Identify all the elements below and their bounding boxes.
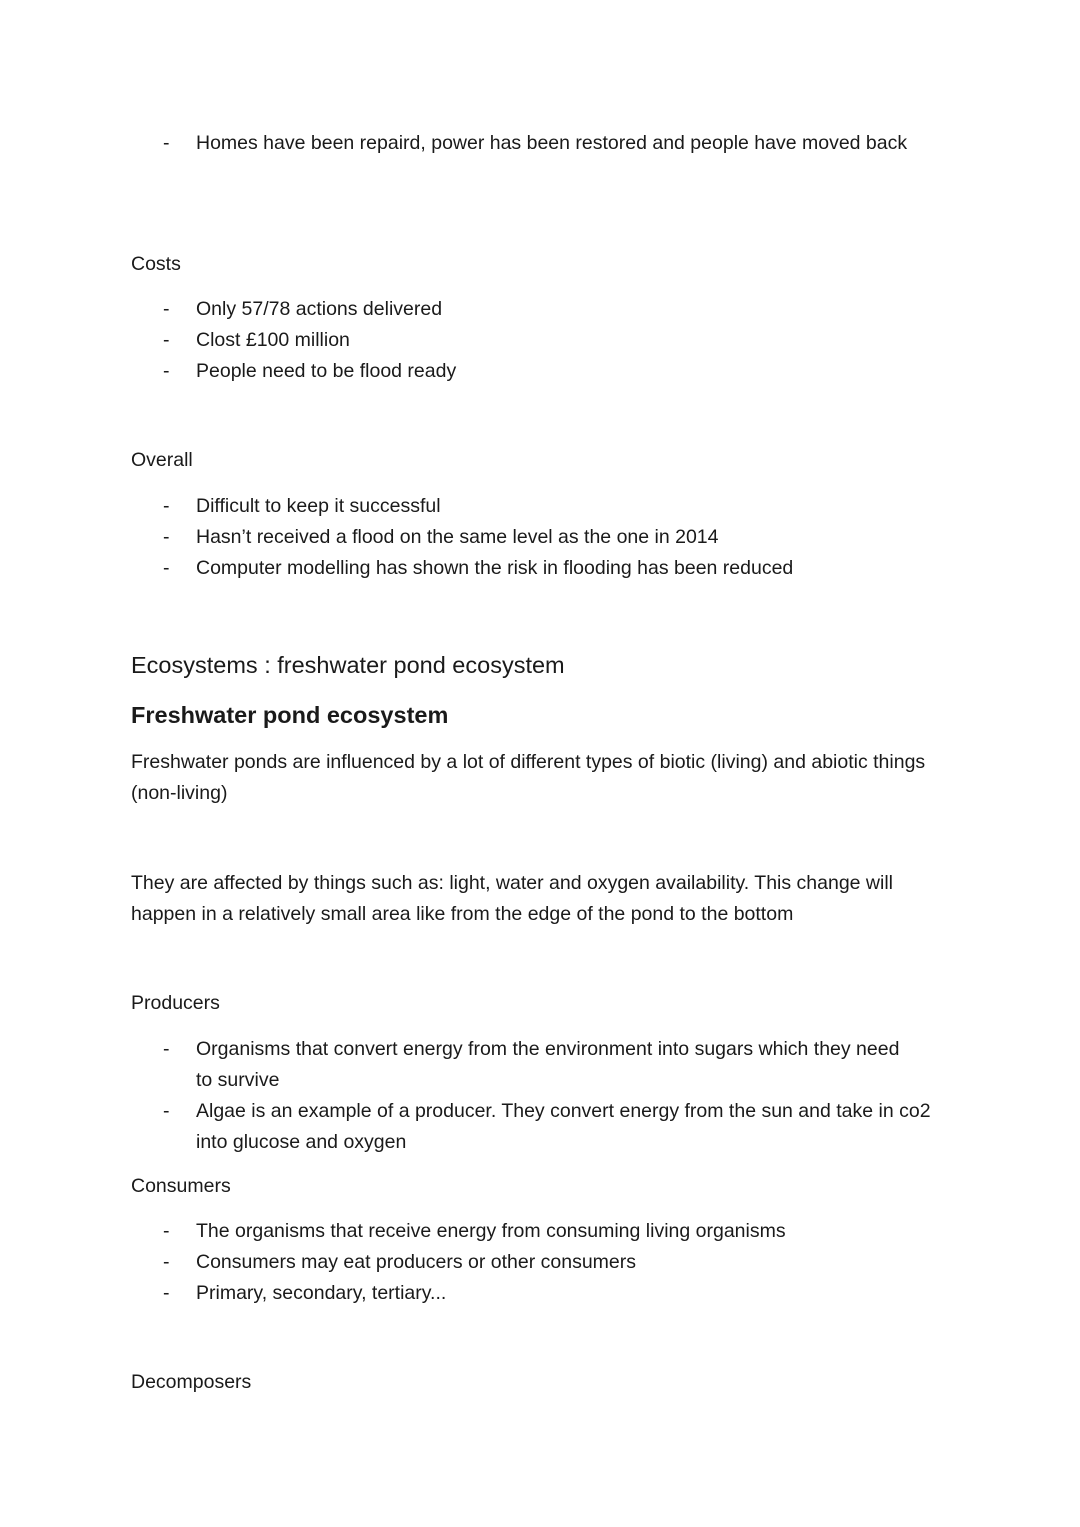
bullet-dash: - [163, 360, 170, 382]
list-item-text: Consumers may eat producers or other consumers [196, 1251, 637, 1273]
bullet-dash: - [163, 1038, 170, 1060]
list-item-text: Homes have been repaird, power has been restored and people have moved back [196, 132, 908, 154]
list-item [131, 553, 951, 584]
list-item [131, 325, 951, 356]
list-item [131, 294, 951, 325]
bullet-dash: - [163, 1282, 170, 1304]
bullet-dash: - [163, 329, 170, 351]
list-item [131, 1216, 951, 1247]
consumers-bullet-list [131, 1216, 951, 1309]
list-item [131, 1096, 951, 1158]
ecosystems-heading: Ecosystems : freshwater pond ecosystem [131, 652, 565, 678]
list-item-text: Hasn’t received a flood on the same level as the one in 2014 [196, 526, 719, 548]
list-item-text: Computer modelling has shown the risk in flooding has been reduced [196, 557, 794, 579]
list-item-text: Organisms that convert energy from the environment into sugars which they need to survive [196, 1038, 900, 1091]
list-item-text: The organisms that receive energy from consuming living organisms [196, 1220, 786, 1242]
bullet-dash: - [163, 526, 170, 548]
bullet-dash: - [163, 132, 170, 154]
intro-bullet-list [131, 128, 951, 159]
bullet-dash: - [163, 557, 170, 579]
list-item [131, 356, 951, 387]
decomposers-label: Decomposers [131, 1371, 252, 1393]
biotic-abiotic-paragraph: Freshwater ponds are influenced by a lot of different types of biotic (living) and abiotic things (non-living) [131, 751, 926, 804]
overall-label: Overall [131, 449, 193, 471]
affecting-factors-paragraph: They are affected by things such as: light, water and oxygen availability. This change will happen in a relatively small area like from the edge of the pond to the bottom [131, 872, 894, 925]
list-item [131, 1034, 916, 1096]
bullet-dash: - [163, 298, 170, 320]
list-item [131, 522, 951, 553]
list-item [131, 491, 951, 522]
list-item-text: Difficult to keep it successful [196, 495, 441, 517]
bullet-dash: - [163, 1220, 170, 1242]
list-item-text: Primary, secondary, tertiary... [196, 1282, 447, 1304]
bullet-dash: - [163, 1251, 170, 1273]
list-item-text: Algae is an example of a producer. They convert energy from the sun and take in co2 into glucose and oxygen [196, 1100, 931, 1153]
list-item-text: People need to be flood ready [196, 360, 457, 382]
list-item [131, 128, 916, 159]
bullet-dash: - [163, 495, 170, 517]
bullet-dash: - [163, 1100, 170, 1122]
producers-bullet-list [131, 1034, 951, 1158]
consumers-label: Consumers [131, 1175, 231, 1197]
list-item-text: Only 57/78 actions delivered [196, 298, 443, 320]
list-item-text: Clost £100 million [196, 329, 350, 351]
overall-bullet-list [131, 491, 951, 584]
freshwater-pond-subheading: Freshwater pond ecosystem [131, 702, 449, 728]
producers-label: Producers [131, 992, 220, 1014]
costs-label: Costs [131, 253, 181, 275]
costs-bullet-list [131, 294, 951, 387]
list-item [131, 1247, 951, 1278]
list-item [131, 1278, 951, 1309]
